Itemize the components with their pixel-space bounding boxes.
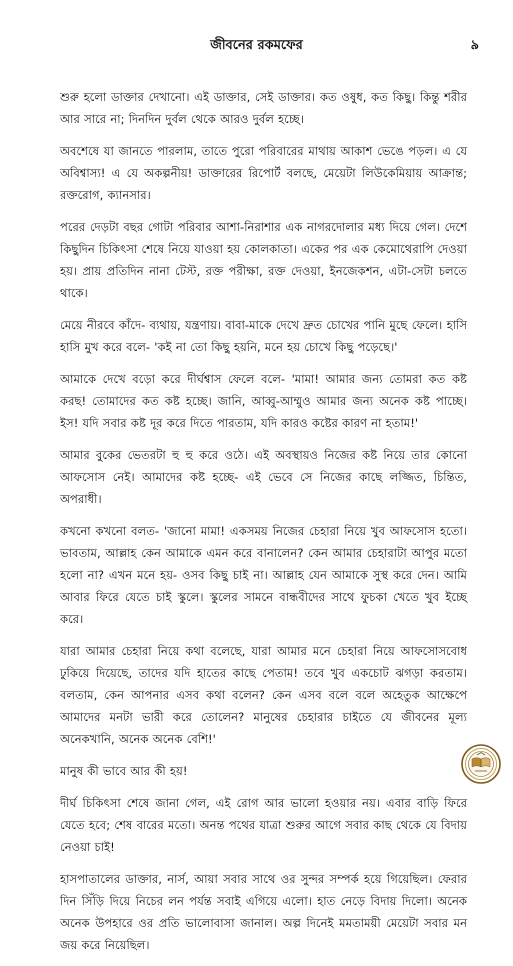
paragraph: আমাকে দেখে বড়ো করে দীর্ঘশ্বাস ফেলে বলে- 'মামা! আমার জন্য তোমরা কত কষ্ট করছ! তোমাদের কত কষ্ট হচ্ছে। জানি, আব্বু-আম্মুও আমার জন্য অনেক কষ্ট পাচ্ছে। ইস! যদি সবার কষ্ট দূর করে দিতে পারতাম, যদি কারও কষ্টের কারণ না হতাম!' [60,372,467,430]
paragraph: কখনো কখনো বলত- 'জানো মামা! একসময় নিজের চেহারা নিয়ে খুব আফসোস হতো। ভাবতাম, আল্লাহ কেন আমাকে এমন করে বানালেন? কেন আমার চেহারাটা আপুর মতো হলো না? এখন মনে হয়- ওসব কিছু চাই না। আল্লাহ যেন আমাকে সুস্থ করে দেন। আমি আবার ফিরে যেতে চাই স্কুলে। স্কুলের সামনে বান্ধবীদের সাথে ফুচকা খেতে খুব ইচ্ছে করে। [60,524,467,626]
paragraph: দীর্ঘ চিকিৎসা শেষে জানা গেল, এই রোগ আর ভালো হওয়ার নয়। এবার বাড়ি ফিরে যেতে হবে; শেষ বারের মতো। অনন্ত পথের যাত্রা শুরুর আগে সবার কাছ থেকে যে বিদায় নেওয়া চাই! [60,796,467,854]
page-number: ৯ [470,38,479,53]
paragraph: মেয়ে নীরবে কাঁদে- ব্যথায়, যন্ত্রণায়। বাবা-মাকে দেখে দ্রুত চোখের পানি মুছে ফেলে। হাসি হাসি মুখ করে বলে- 'কই না তো কিছু হয়নি, মনে হয় চোখে কিছু পড়েছে।' [60,318,467,354]
publisher-logo [461,744,501,784]
paragraph: শুরু হলো ডাক্তার দেখানো। এই ডাক্তার, সেই ডাক্তার। কত ওষুধ, কত কিছু। কিন্তু শরীর আর সারে না; দিনদিন দুর্বল থেকে আরও দুর্বল হচ্ছে। [60,90,467,126]
paragraph: মানুষ কী ভাবে আর কী হয়! [60,764,188,778]
paragraph: হাসপাতালের ডাক্তার, নার্স, আয়া সবার সাথে ওর সুন্দর সম্পর্ক হয়ে গিয়েছিল। ফেরার দিন সিঁড়ি দিয়ে নিচের লন পর্যন্ত সবাই এগিয়ে এলো। হাত নেড়ে বিদায় দিলো। অনেক অনেক উপহারে ওর প্রতি ভালোবাসা জানাল। অল্প দিনেই মমতাময়ী মেয়েটা সবার মন জয় করে নিয়েছিল। [60,872,467,952]
paragraph: যারা আমার চেহারা নিয়ে কথা বলেছে, যারা আমার মনে চেহারা নিয়ে আফসোসবোধ ঢুকিয়ে দিয়েছে, তাদের যদি হাতের কাছে পেতাম! তবে খুব একচোট ঝগড়া করতাম। বলতাম, কেন আপনার এসব কথা বলেন? কেন এসব বলে বলে অহেতুক আক্ষেপে আমাদের মনটা ভারী করে তোলেন? মানুষের চেহারার চাইতে যে জীবনের মূল্য অনেকখানি, অনেক অনেক বেশি!' [60,644,467,746]
paragraph: আমার বুকের ভেতরটা হু হু করে ওঠে। এই অবস্থায়ও নিজের কষ্ট নিয়ে তার কোনো আফসোস নেই। আমাদের কষ্ট হচ্ছে- এই ভেবে সে নিজের কাছে লজ্জিত, চিন্তিত, অপরাধী। [60,448,467,506]
chapter-title: জীবনের রকমফের [210,38,303,53]
publisher-book-emblem-icon [461,744,501,784]
running-header [0,36,513,56]
paragraph: অবশেষে যা জানতে পারলাম, তাতে পুরো পরিবারের মাথায় আকাশ ভেঙে পড়ল। এ যে অবিশ্বাস্য! এ যে অকল্পনীয়! ডাক্তারের রিপোর্ট বলছে, মেয়েটা লিউকেমিয়ায় আক্রান্ত; রক্তরোগ, ক্যানসার। [60,144,467,202]
body-text [60,86,467,966]
paragraph: পরের দেড়টা বছর গোটা পরিবার আশা-নিরাশার এক নাগরদোলার মধ্য দিয়ে গেল। দেশে কিছুদিন চিকিৎসা শেষে নিয়ে যাওয়া হয় কোলকাতা। একের পর এক কেমোথেরাপি দেওয়া হয়। প্রায় প্রতিদিন নানা টেস্ট, রক্ত পরীক্ষা, রক্ত দেওয়া, ইনজেকশন, এটা-সেটা চলতে থাকে। [60,220,467,300]
